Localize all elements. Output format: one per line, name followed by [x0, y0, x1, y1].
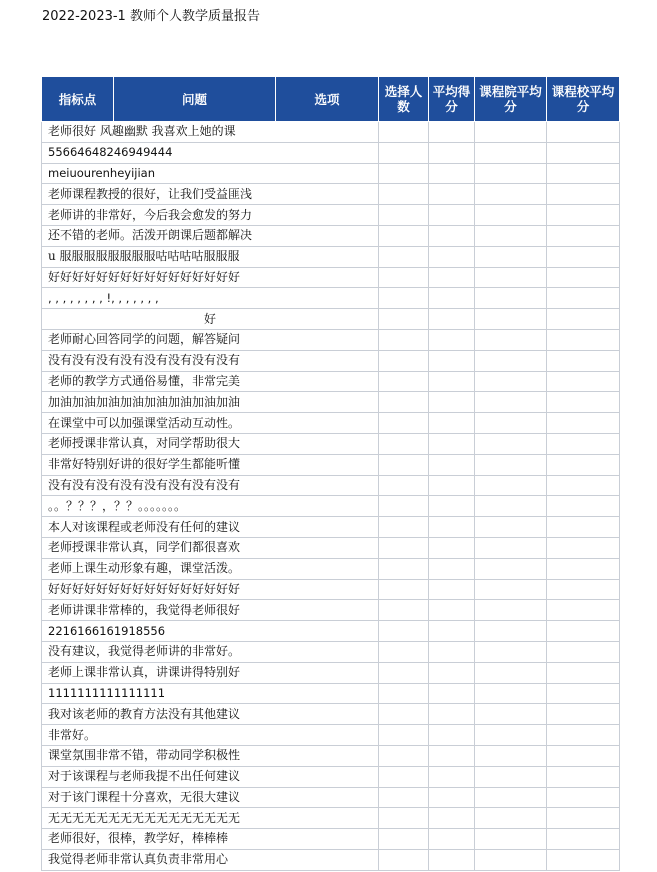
empty-cell [379, 329, 429, 350]
empty-cell [379, 621, 429, 642]
comment-cell: , , , , , , , , !, , , , , , , [42, 288, 379, 309]
empty-cell [429, 849, 475, 870]
table-row [42, 579, 620, 600]
empty-cell [475, 309, 547, 330]
empty-cell [429, 621, 475, 642]
empty-cell [379, 454, 429, 475]
empty-cell [547, 350, 620, 371]
table-row [42, 267, 620, 288]
empty-cell [429, 579, 475, 600]
header-school-average: 课程校平均分 [547, 77, 620, 122]
empty-cell [379, 600, 429, 621]
empty-cell [547, 704, 620, 725]
table-row [42, 704, 620, 725]
comment-cell: 课堂氛围非常不错，带动同学积极性 [42, 745, 379, 766]
empty-cell [429, 641, 475, 662]
header-indicator: 指标点 [42, 77, 114, 122]
table-row [42, 329, 620, 350]
empty-cell [475, 766, 547, 787]
empty-cell [429, 225, 475, 246]
empty-cell [379, 205, 429, 226]
empty-cell [379, 309, 429, 330]
table-row [42, 184, 620, 205]
table-row [42, 849, 620, 870]
empty-cell [475, 350, 547, 371]
empty-cell [429, 558, 475, 579]
empty-cell [475, 558, 547, 579]
header-count: 选择人数 [379, 77, 429, 122]
empty-cell [547, 725, 620, 746]
empty-cell [475, 246, 547, 267]
empty-cell [475, 621, 547, 642]
empty-cell [379, 579, 429, 600]
empty-cell [547, 288, 620, 309]
empty-cell [429, 246, 475, 267]
table-row [42, 350, 620, 371]
empty-cell [379, 163, 429, 184]
empty-cell [429, 787, 475, 808]
comment-cell: 在课堂中可以加强课堂活动互动性。 [42, 413, 379, 434]
table-row [42, 246, 620, 267]
comment-cell: 没有没有没有没有没有没有没有没有 [42, 350, 379, 371]
empty-cell [379, 537, 429, 558]
empty-cell [547, 787, 620, 808]
empty-cell [475, 122, 547, 143]
empty-cell [379, 433, 429, 454]
empty-cell [475, 475, 547, 496]
empty-cell [475, 225, 547, 246]
empty-cell [429, 413, 475, 434]
empty-cell [475, 433, 547, 454]
empty-cell [547, 745, 620, 766]
empty-cell [429, 454, 475, 475]
empty-cell [429, 350, 475, 371]
table-row [42, 454, 620, 475]
comment-cell: 老师讲的非常好，今后我会愈发的努力 [42, 205, 379, 226]
empty-cell [547, 413, 620, 434]
empty-cell [429, 704, 475, 725]
comment-cell: u 服服服服服服服服咕咕咕咕服服服 [42, 246, 379, 267]
empty-cell [475, 808, 547, 829]
empty-cell [475, 288, 547, 309]
table-row [42, 496, 620, 517]
empty-cell [429, 662, 475, 683]
empty-cell [547, 537, 620, 558]
document-title: 2022-2023-1 教师个人教学质量报告 [42, 9, 260, 24]
empty-cell [429, 329, 475, 350]
empty-cell [547, 496, 620, 517]
empty-cell [475, 600, 547, 621]
empty-cell [379, 413, 429, 434]
table-row [42, 475, 620, 496]
empty-cell [379, 475, 429, 496]
table-row [42, 392, 620, 413]
table-row [42, 205, 620, 226]
empty-cell [379, 122, 429, 143]
comment-cell: 55664648246949444 [42, 142, 379, 163]
comment-cell: 2216166161918556 [42, 621, 379, 642]
empty-cell [547, 579, 620, 600]
comment-cell: 对于该课程与老师我提不出任何建议 [42, 766, 379, 787]
table-row [42, 808, 620, 829]
table-row [42, 288, 620, 309]
empty-cell [475, 725, 547, 746]
table-row [42, 787, 620, 808]
empty-cell [475, 163, 547, 184]
empty-cell [547, 163, 620, 184]
empty-cell [379, 704, 429, 725]
comment-cell: meiuourenheyijian [42, 163, 379, 184]
empty-cell [475, 205, 547, 226]
empty-cell [379, 371, 429, 392]
comment-cell: 老师的教学方式通俗易懂，非常完美 [42, 371, 379, 392]
empty-cell [475, 454, 547, 475]
header-question: 问题 [114, 77, 276, 122]
empty-cell [429, 184, 475, 205]
comment-cell: 老师上课生动形象有趣，课堂活泼。 [42, 558, 379, 579]
empty-cell [429, 496, 475, 517]
empty-cell [475, 371, 547, 392]
empty-cell [429, 142, 475, 163]
empty-cell [429, 433, 475, 454]
empty-cell [429, 537, 475, 558]
comment-cell: 没有没有没有没有没有没有没有没有 [42, 475, 379, 496]
empty-cell [429, 600, 475, 621]
empty-cell [379, 683, 429, 704]
empty-cell [547, 621, 620, 642]
empty-cell [547, 329, 620, 350]
empty-cell [547, 184, 620, 205]
comment-cell: 老师授课非常认真，同学们都很喜欢 [42, 537, 379, 558]
empty-cell [475, 745, 547, 766]
empty-cell [429, 122, 475, 143]
empty-cell [547, 205, 620, 226]
table-row [42, 413, 620, 434]
comment-cell: 加油加油加油加油加油加油加油加油 [42, 392, 379, 413]
comment-cell: 老师课程教授的很好，让我们受益匪浅 [42, 184, 379, 205]
table-row [42, 163, 620, 184]
empty-cell [547, 142, 620, 163]
empty-cell [429, 267, 475, 288]
empty-cell [547, 849, 620, 870]
empty-cell [379, 558, 429, 579]
empty-cell [429, 163, 475, 184]
empty-cell [379, 392, 429, 413]
empty-cell [379, 246, 429, 267]
empty-cell [475, 329, 547, 350]
empty-cell [547, 392, 620, 413]
empty-cell [429, 517, 475, 538]
empty-cell [475, 683, 547, 704]
comment-cell: 好好好好好好好好好好好好好好好好 [42, 579, 379, 600]
empty-cell [379, 829, 429, 850]
empty-cell [475, 142, 547, 163]
empty-cell [379, 808, 429, 829]
comment-cell: 老师很好 风趣幽默 我喜欢上她的课 [42, 122, 379, 143]
empty-cell [547, 225, 620, 246]
empty-cell [429, 288, 475, 309]
empty-cell [475, 496, 547, 517]
empty-cell [547, 641, 620, 662]
empty-cell [547, 433, 620, 454]
header-option: 选项 [276, 77, 379, 122]
header-average: 平均得分 [429, 77, 475, 122]
empty-cell [547, 600, 620, 621]
empty-cell [429, 475, 475, 496]
empty-cell [429, 766, 475, 787]
comment-cell: 我对该老师的教育方法没有其他建议 [42, 704, 379, 725]
empty-cell [475, 267, 547, 288]
comment-cell: 非常好特别好讲的很好学生都能听懂 [42, 454, 379, 475]
comment-cell: 非常好。 [42, 725, 379, 746]
empty-cell [379, 787, 429, 808]
header-dept-average: 课程院平均分 [475, 77, 547, 122]
empty-cell [379, 225, 429, 246]
empty-cell [547, 454, 620, 475]
empty-cell [379, 288, 429, 309]
table-row [42, 621, 620, 642]
comment-cell: 。。？？？，？？。。。。。。。 [42, 496, 379, 517]
empty-cell [429, 683, 475, 704]
empty-cell [429, 392, 475, 413]
empty-cell [475, 413, 547, 434]
empty-cell [429, 309, 475, 330]
empty-cell [547, 122, 620, 143]
empty-cell [429, 205, 475, 226]
comment-cell: 无无无无无无无无无无无无无无无无 [42, 808, 379, 829]
comment-cell: 没有建议，我觉得老师讲的非常好。 [42, 641, 379, 662]
empty-cell [379, 496, 429, 517]
empty-cell [379, 517, 429, 538]
table-row [42, 766, 620, 787]
empty-cell [379, 745, 429, 766]
table-row [42, 537, 620, 558]
evaluation-table [41, 76, 620, 871]
table-row [42, 662, 620, 683]
comment-cell: 老师上课非常认真，讲课讲得特别好 [42, 662, 379, 683]
empty-cell [547, 475, 620, 496]
empty-cell [475, 184, 547, 205]
comment-cell: 1111111111111111 [42, 683, 379, 704]
empty-cell [379, 267, 429, 288]
table-row [42, 142, 620, 163]
table-row [42, 829, 620, 850]
empty-cell [379, 766, 429, 787]
empty-cell [379, 725, 429, 746]
empty-cell [547, 309, 620, 330]
empty-cell [547, 267, 620, 288]
empty-cell [547, 683, 620, 704]
table-row [42, 371, 620, 392]
comment-cell: 老师很好，很棒，教学好，棒棒棒 [42, 829, 379, 850]
comment-cell: 老师讲课非常棒的，我觉得老师很好 [42, 600, 379, 621]
comment-cell: 对于该门课程十分喜欢，无很大建议 [42, 787, 379, 808]
empty-cell [429, 725, 475, 746]
comment-cell: 我觉得老师非常认真负责非常用心 [42, 849, 379, 870]
table-row [42, 600, 620, 621]
table-row [42, 517, 620, 538]
empty-cell [475, 641, 547, 662]
empty-cell [475, 579, 547, 600]
table-row [42, 433, 620, 454]
table-row [42, 745, 620, 766]
comment-cell: 好 [42, 309, 379, 330]
empty-cell [379, 641, 429, 662]
empty-cell [547, 662, 620, 683]
empty-cell [475, 829, 547, 850]
empty-cell [547, 517, 620, 538]
table-row [42, 725, 620, 746]
empty-cell [547, 371, 620, 392]
empty-cell [379, 142, 429, 163]
table-row [42, 309, 620, 330]
empty-cell [547, 558, 620, 579]
comment-cell: 好好好好好好好好好好好好好好好好 [42, 267, 379, 288]
empty-cell [379, 350, 429, 371]
table-row [42, 558, 620, 579]
table-body [42, 122, 620, 871]
comment-cell: 本人对该课程或老师没有任何的建议 [42, 517, 379, 538]
empty-cell [379, 662, 429, 683]
empty-cell [547, 766, 620, 787]
empty-cell [475, 392, 547, 413]
empty-cell [475, 704, 547, 725]
empty-cell [429, 745, 475, 766]
empty-cell [475, 849, 547, 870]
empty-cell [379, 184, 429, 205]
comment-cell: 还不错的老师。活泼开朗课后题都解决 [42, 225, 379, 246]
empty-cell [429, 829, 475, 850]
empty-cell [475, 662, 547, 683]
comment-cell: 老师耐心回答同学的问题，解答疑问 [42, 329, 379, 350]
empty-cell [475, 537, 547, 558]
table-row [42, 683, 620, 704]
empty-cell [475, 517, 547, 538]
empty-cell [547, 829, 620, 850]
empty-cell [379, 849, 429, 870]
table-row [42, 641, 620, 662]
empty-cell [429, 808, 475, 829]
table-row [42, 225, 620, 246]
table-header-row [42, 77, 620, 122]
empty-cell [547, 808, 620, 829]
table-row [42, 122, 620, 143]
empty-cell [475, 787, 547, 808]
empty-cell [547, 246, 620, 267]
comment-cell: 老师授课非常认真，对同学帮助很大 [42, 433, 379, 454]
empty-cell [429, 371, 475, 392]
